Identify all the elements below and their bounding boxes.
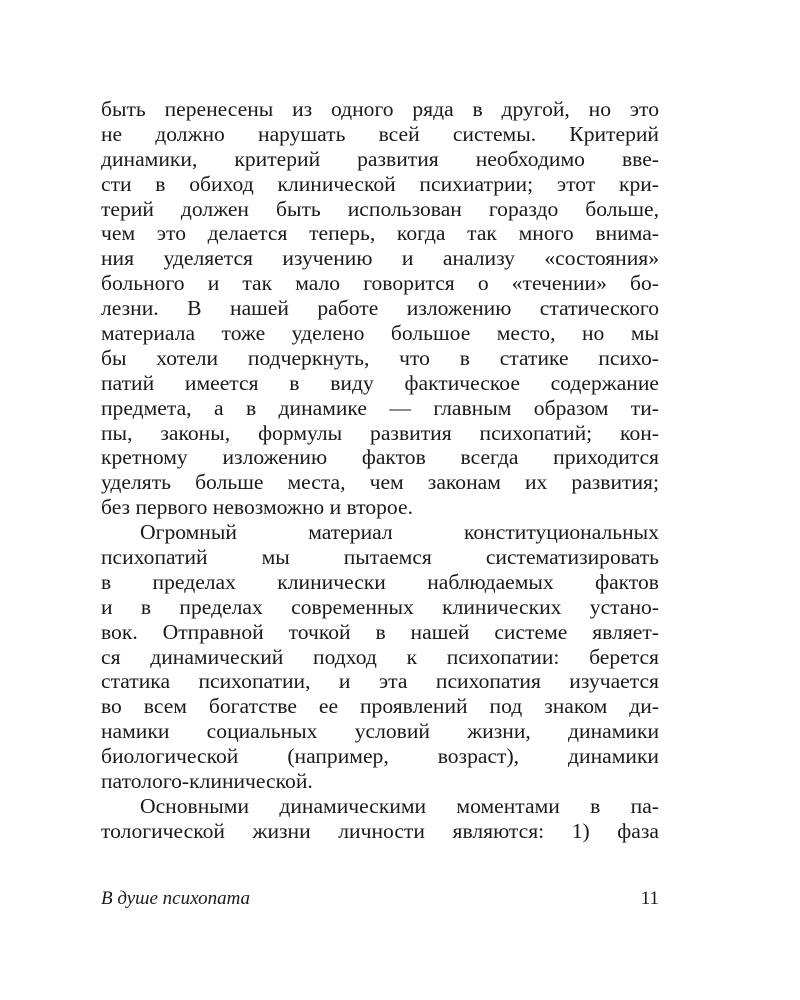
text-line: пы, законы, формулы развития психопатий; кон- — [101, 420, 659, 445]
text-line: лезни. В нашей работе изложению статического — [101, 296, 659, 321]
text-line: ся динамический подход к психопатии: берется — [101, 644, 659, 669]
text-line: предмета, а в динамике — главным образом ти- — [101, 395, 659, 420]
text-line: вок. Отправной точкой в нашей системе являет- — [101, 619, 659, 644]
text-line: биологической (например, возраст), динамики — [101, 744, 659, 769]
paragraph-first-line: Основными динамическими моментами в па- — [140, 793, 659, 818]
text-line: намики социальных условий жизни, динамики — [101, 719, 659, 744]
text-line: динамики, критерий развития необходимо вве- — [101, 146, 659, 171]
text-line: психопатий мы пытаемся систематизировать — [101, 545, 659, 570]
text-line: в пределах клинически наблюдаемых фактов — [101, 569, 659, 594]
text-line: больного и так мало говорится о «течении» бо- — [101, 271, 659, 296]
text-line: сти в обиход клинической психиатрии; этот кри- — [101, 171, 659, 196]
page-number: 11 — [640, 888, 659, 909]
text-line: во всем богатстве ее проявлений под знаком ди- — [101, 694, 659, 719]
page-footer — [101, 886, 659, 912]
text-line: терий должен быть использован гораздо больше, — [101, 196, 659, 221]
paragraph-end-line: без первого невозможно и второе. — [101, 495, 413, 520]
text-line: уделять больше места, чем законам их развития; — [101, 470, 659, 495]
text-line: кретному изложению фактов всегда приходится — [101, 445, 659, 470]
paragraph-end-line: патолого-клинической. — [101, 769, 313, 794]
text-line: не должно нарушать всей системы. Критерий — [101, 121, 659, 146]
page-body — [101, 97, 659, 844]
text-line: бы хотели подчеркнуть, что в статике психо- — [101, 345, 659, 370]
text-line: и в пределах современных клинических устано- — [101, 594, 659, 619]
paragraph-first-line: Огромный материал конституциональных — [140, 520, 659, 545]
text-line: тологической жизни личности являются: 1) фаза — [101, 818, 659, 843]
text-line: материала тоже уделено большое место, но мы — [101, 321, 659, 346]
text-line: ния уделяется изучению и анализу «состояния» — [101, 246, 659, 271]
text-line: чем это делается теперь, когда так много внима- — [101, 221, 659, 246]
text-line: патий имеется в виду фактическое содержание — [101, 370, 659, 395]
running-title: В душе психопата — [101, 888, 251, 909]
text-line: быть перенесены из одного ряда в другой, но это — [101, 97, 659, 121]
text-line: статика психопатии, и эта психопатия изучается — [101, 669, 659, 694]
